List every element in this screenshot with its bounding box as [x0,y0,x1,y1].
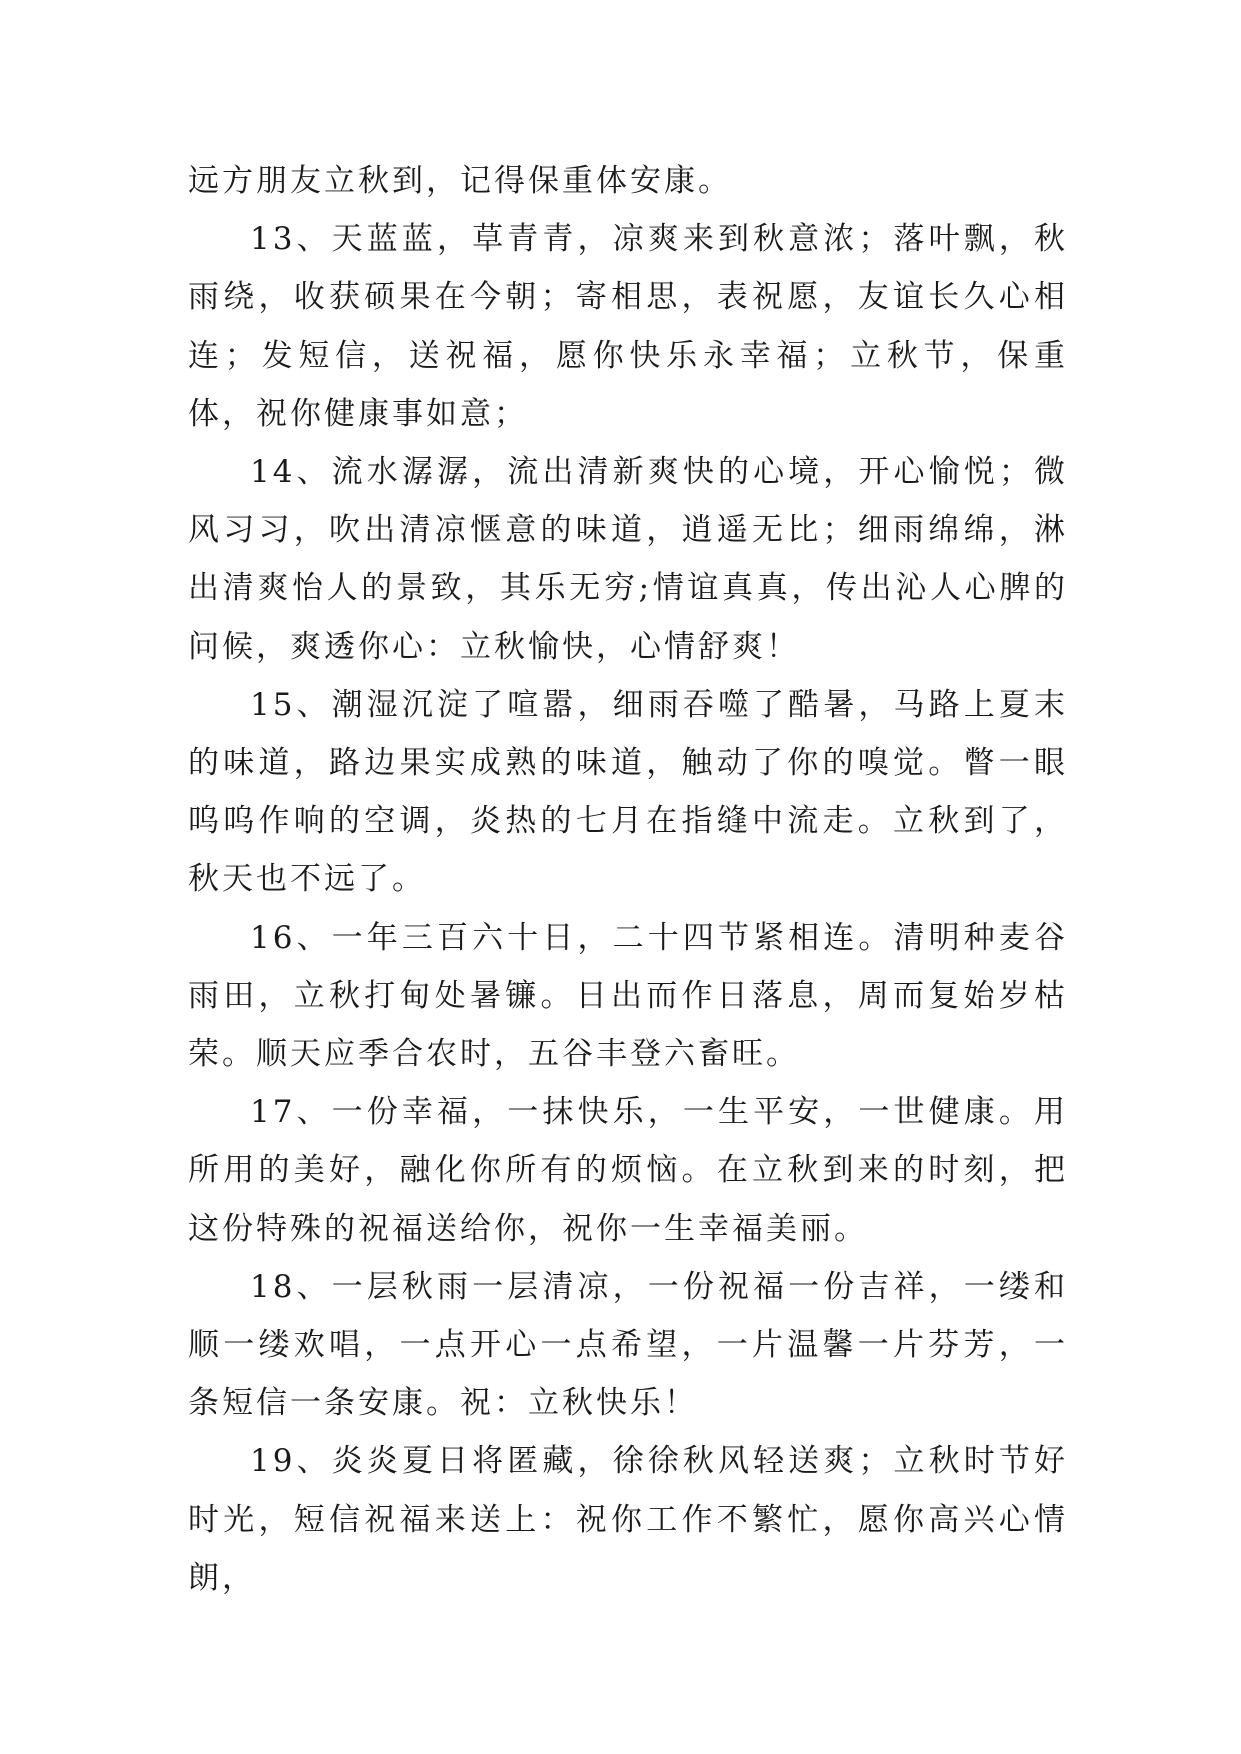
paragraph-16: 16、一年三百六十日，二十四节紧相连。清明种麦谷雨田，立秋打甸处暑镰。日出而作日落息，周而复始岁枯荣。顺天应季合农时，五谷丰登六畜旺。 [188,919,1068,1073]
paragraph-17: 17、一份幸福，一抹快乐，一生平安，一世健康。用所用的美好，融化你所有的烦恼。在立秋到来的时刻，把这份特殊的祝福送给你，祝你一生幸福美丽。 [188,1094,1068,1247]
paragraph-18: 18、一层秋雨一层清凉，一份祝福一份吉祥，一缕和顺一缕欢唱，一点开心一点希望，一片温馨一片芬芳，一条短信一条安康。祝：立秋快乐！ [188,1268,1068,1422]
paragraph-15: 15、潮湿沉淀了喧嚣，细雨吞噬了酷暑，马路上夏末的味道，路边果实成熟的味道，触动了你的嗅觉。瞥一眼呜呜作响的空调，炎热的七月在指缝中流走。立秋到了，秋天也不远了。 [188,686,1068,898]
paragraph-19: 19、炎炎夏日将匿藏，徐徐秋风轻送爽；立秋时节好时光，短信祝福来送上：祝你工作不繁忙，愿你高兴心情朗， [188,1443,1068,1596]
paragraph-14: 14、流水潺潺，流出清新爽快的心境，开心愉悦；微风习习，吹出清凉惬意的味道，逍遥无比；细雨绵绵，淋出清爽怡人的景致，其乐无穷;情谊真真，传出沁人心脾的问候，爽透你心：立秋愉快，心情舒爽！ [188,454,1068,665]
paragraph-13: 13、天蓝蓝，草青青，凉爽来到秋意浓；落叶飘，秋雨绕，收获硕果在今朝；寄相思，表祝愿，友谊长久心相连；发短信，送祝福，愿你快乐永幸福；立秋节，保重体，祝你健康事如意； [188,221,1068,432]
document-body [188,152,1068,1607]
paragraph-continuation: 远方朋友立秋到，记得保重体安康。 [188,163,732,199]
